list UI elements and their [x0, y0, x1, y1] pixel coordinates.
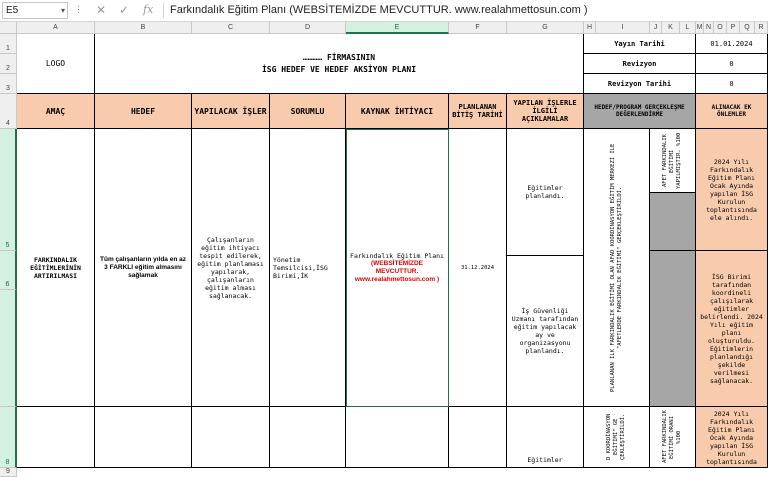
- logo-cell[interactable]: [17, 34, 95, 94]
- row-header-2[interactable]: 2: [0, 54, 17, 74]
- cell-onlem-3[interactable]: 2024 Yılı Farkındalık Eğitim Planı Ocak Ayında yapılan İSG Kurulun toplantısında: [696, 407, 768, 468]
- column-header-r[interactable]: R: [755, 22, 768, 34]
- name-box-value: E5: [6, 5, 19, 16]
- column-header-m[interactable]: M: [696, 22, 704, 34]
- enter-icon[interactable]: ✓: [119, 3, 130, 17]
- revision-date-value[interactable]: 0: [696, 74, 768, 94]
- header-yapilan[interactable]: YAPILAN İŞLERLE İLGİLİ AÇIKLAMALAR: [507, 94, 584, 129]
- cell-gerceklesme-main[interactable]: [584, 129, 650, 407]
- column-header-l[interactable]: L: [680, 22, 696, 34]
- chevron-down-icon[interactable]: ▾: [60, 6, 65, 15]
- gerceklesme-small-text-2: AFET FARKINDALIK EĞİTİMİ ORANI %100: [662, 410, 682, 464]
- cell-onlem-1[interactable]: 2024 Yılı Farkındalık Eğitim Planı Ocak Ayında yapılan İSG Kurulun toplantısında ele alındı.: [696, 129, 768, 251]
- column-header-i[interactable]: I: [596, 22, 650, 34]
- kaynak-text: Farkındalık Eğitim Planı: [350, 251, 444, 260]
- column-header-q[interactable]: Q: [740, 22, 755, 34]
- insert-function-icon[interactable]: fx: [143, 3, 154, 16]
- column-header-o[interactable]: O: [714, 22, 727, 34]
- header-kaynak[interactable]: KAYNAK İHTİYACI: [346, 94, 449, 129]
- column-header-e[interactable]: E: [346, 22, 449, 34]
- formula-bar: [0, 0, 768, 22]
- row-header-5[interactable]: 5: [0, 129, 17, 251]
- cell-tarih-2[interactable]: [449, 407, 507, 468]
- cell-hedef-2[interactable]: [95, 407, 192, 468]
- column-header-b[interactable]: B: [95, 22, 192, 34]
- row-header-9[interactable]: 9: [0, 468, 17, 477]
- column-header-n[interactable]: N: [704, 22, 714, 34]
- logo-text: LOGO: [45, 59, 66, 68]
- header-gerceklesme[interactable]: HEDEF/PROGRAM GERÇEKLEŞME DEĞERLENDİRME: [584, 94, 696, 129]
- gerceklesme-main-text: PLANLANAN İLK FARKINDALIK EĞİTİMİ OLAN AFAD KOORDİNASYON EĞİTİM MERKEZİ İLE "AFETLERDE FARKINDALIK EĞİTİMİ" GERÇEKLEŞTİRİLDİ.: [609, 143, 623, 392]
- cell-sorumlu-2[interactable]: [270, 407, 346, 468]
- publish-date-label[interactable]: Yayın Tarihi: [584, 34, 696, 54]
- company-line: ………… FİRMASININ: [302, 53, 376, 62]
- row-header-6[interactable]: 6: [0, 251, 17, 290]
- column-header-p[interactable]: P: [727, 22, 740, 34]
- gerceklesme-main-text-2: D KOORDİNASYON EĞİTİMİ" GE ÇEKLEŞTİRİLDİ.: [606, 413, 626, 461]
- cell-kaynak[interactable]: [346, 129, 449, 407]
- plan-title: İSG HEDEF VE HEDEF AKSİYON PLANI: [261, 65, 417, 74]
- cell-yapilacak-2[interactable]: [192, 407, 270, 468]
- cell-hedef[interactable]: Tüm çalışanların yılda en az 3 FARKLI eğitim almasını sağlamak: [95, 129, 192, 407]
- revision-label[interactable]: Revizyon: [584, 54, 696, 74]
- header-onlemler[interactable]: ALINACAK EK ÖNLEMLER: [696, 94, 768, 129]
- cell-gerceklesme-main-2[interactable]: [584, 407, 650, 468]
- cell-tarih[interactable]: 31.12.2024: [449, 129, 507, 407]
- gerceklesme-small-text: AFET FARKINDALIK EĞİTİMİ YAPILMIŞTIR. %100: [662, 132, 682, 189]
- formula-input[interactable]: Farkındalık Eğitim Planı (WEBSİTEMİZDE MEVCUTTUR. www.realahmettosun.com ): [170, 4, 588, 16]
- column-header-h[interactable]: H: [584, 22, 596, 34]
- cell-amac[interactable]: FARKINDALIK EĞİTİMLERİNİN ARTIRILMASI: [17, 129, 95, 407]
- row-header-4[interactable]: 4: [0, 94, 17, 129]
- cell-kaynak-2[interactable]: [346, 407, 449, 468]
- cell-gerceklesme-gray-2[interactable]: [650, 251, 696, 407]
- column-header-a[interactable]: A: [17, 22, 95, 34]
- name-box[interactable]: [2, 2, 68, 19]
- kaynak-website-link[interactable]: (WEBSİTEMİZDE MEVCUTTUR. www.realahmettosun.com ): [354, 259, 440, 283]
- cell-gerceklesme-gray-1[interactable]: [650, 193, 696, 251]
- column-header-f[interactable]: F: [449, 22, 507, 34]
- header-amac[interactable]: AMAÇ: [17, 94, 95, 129]
- header-planlanan[interactable]: PLANLANAN BİTİŞ TARİHİ: [449, 94, 507, 129]
- row-header-hidden[interactable]: [0, 290, 17, 407]
- cell-gerceklesme-small-2[interactable]: [650, 407, 696, 468]
- column-header-c[interactable]: C: [192, 22, 270, 34]
- revision-date-label[interactable]: Revizyon Tarihi: [584, 74, 696, 94]
- publish-date-value[interactable]: 01.01.2024: [696, 34, 768, 54]
- row-header-3[interactable]: 3: [0, 74, 17, 94]
- formula-separator: [163, 3, 164, 18]
- column-header-d[interactable]: D: [270, 22, 346, 34]
- cell-aciklama-1[interactable]: Eğitimler planlandı.: [507, 129, 584, 256]
- column-header-g[interactable]: G: [507, 22, 584, 34]
- column-header-j[interactable]: J: [650, 22, 662, 34]
- header-sorumlu[interactable]: SORUMLU: [270, 94, 346, 129]
- cell-yapilacak[interactable]: Çalışanların eğitim ihtiyacı tespit edilerek, eğitim planlaması yapılarak, çalışanların eğitim alması sağlanacak.: [192, 129, 270, 407]
- cell-gerceklesme-small[interactable]: [650, 129, 696, 193]
- title-cell[interactable]: [95, 34, 584, 94]
- header-yapilacak[interactable]: YAPILACAK İŞLER: [192, 94, 270, 129]
- cell-amac-2[interactable]: [17, 407, 95, 468]
- select-all-corner[interactable]: [0, 22, 17, 34]
- cell-aciklama-3[interactable]: Eğitimler: [507, 407, 584, 468]
- row-header-1[interactable]: 1: [0, 34, 17, 54]
- more-options-icon[interactable]: ⋮: [74, 4, 83, 14]
- row-header-8[interactable]: 8: [0, 407, 17, 468]
- cell-sorumlu[interactable]: Yönetim Temsilcisi,İSG Birimi,İK: [270, 129, 346, 407]
- cell-aciklama-2[interactable]: İş Güvenliği Uzmanı tarafından eğitim yapılacak ay ve organizasyonu planlandı.: [507, 256, 584, 407]
- cell-onlem-2[interactable]: İSG Birimi tarafından koordineli çalışılarak eğitimler belirlendi. 2024 Yılı eğitim planı oluşturuldu. Eğitimlerin planlandığı şekilde verilmesi sağlanacak.: [696, 251, 768, 407]
- revision-value[interactable]: 0: [696, 54, 768, 74]
- header-hedef[interactable]: HEDEF: [95, 94, 192, 129]
- column-header-k[interactable]: K: [662, 22, 680, 34]
- cancel-icon[interactable]: ✕: [96, 3, 107, 17]
